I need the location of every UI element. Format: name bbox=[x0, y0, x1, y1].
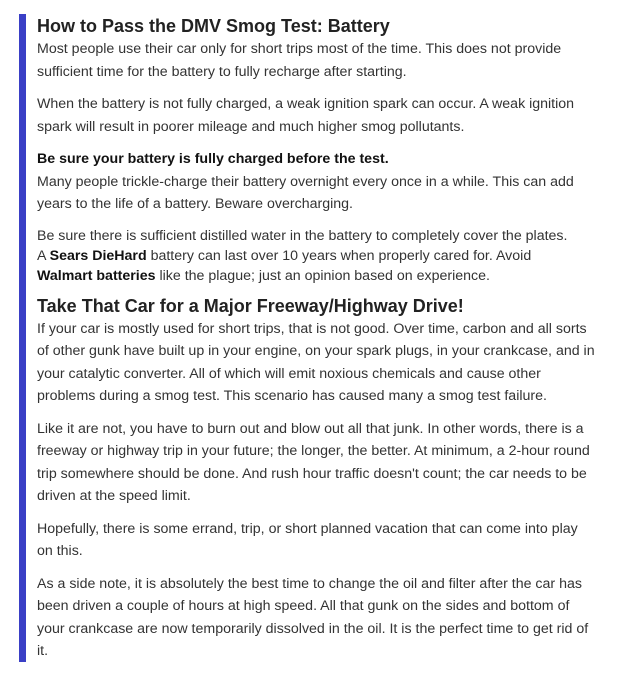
paragraph-line: Be sure there is sufficient distilled water in the battery to completely cover the plates. bbox=[37, 227, 568, 244]
brand-name: Walmart batteries bbox=[37, 267, 156, 284]
paragraph: Most people use their car only for short trips most of the time. This does not provide sufficient time for the battery to fully recharge after starting. bbox=[37, 41, 562, 80]
section-heading-freeway: Take That Car for a Major Freeway/Highway Drive! bbox=[37, 295, 464, 316]
brand-name: Sears DieHard bbox=[49, 247, 147, 264]
paragraph: If your car is mostly used for short trips, that is not good. Over time, carbon and all sorts of other gunk have built up in your engine, on your spark plugs, in your crankcase, and in your catalytic converter. All of which will emit noxious chemicals and cause other problems during a smog test. This scenario has caused many a smog test failure. bbox=[37, 320, 595, 404]
text-fragment: battery can last over 10 years when properly cared for. Avoid bbox=[146, 247, 532, 264]
emphasis-text: Be sure your battery is fully charged before the test. bbox=[37, 151, 389, 167]
paragraph: When the battery is not fully charged, a weak ignition spark can occur. A weak ignition spark will result in poorer mileage and much higher smog pollutants. bbox=[37, 96, 575, 135]
text-fragment: A bbox=[37, 247, 50, 264]
blockquote-accent-bar bbox=[19, 14, 26, 662]
paragraph: Hopefully, there is some errand, trip, or short planned vacation that can come into play on this. bbox=[37, 520, 578, 559]
article-content bbox=[37, 14, 597, 663]
paragraph: Many people trickle-charge their battery overnight every once in a while. This can add years to the life of a battery. Beware overcharging. bbox=[37, 173, 574, 212]
section-heading-battery: How to Pass the DMV Smog Test: Battery bbox=[37, 16, 390, 36]
paragraph: Like it are not, you have to burn out and blow out all that junk. In other words, there is a freeway or highway trip in your future; the longer, the better. At minimum, a 2-hour round trip somewhere should be done. And rush hour traffic doesn't count; the car needs to be driven at the speed limit. bbox=[37, 420, 590, 504]
paragraph bbox=[37, 226, 597, 286]
paragraph: As a side note, it is absolutely the best time to change the oil and filter after the car has been driven a couple of hours at high speed. All that gunk on the sides and bottom of your crankcase are now temporarily dissolved in the oil. It is the perfect time to get rid of it. bbox=[37, 575, 589, 659]
text-fragment: like the plague; just an opinion based on experience. bbox=[155, 267, 490, 284]
